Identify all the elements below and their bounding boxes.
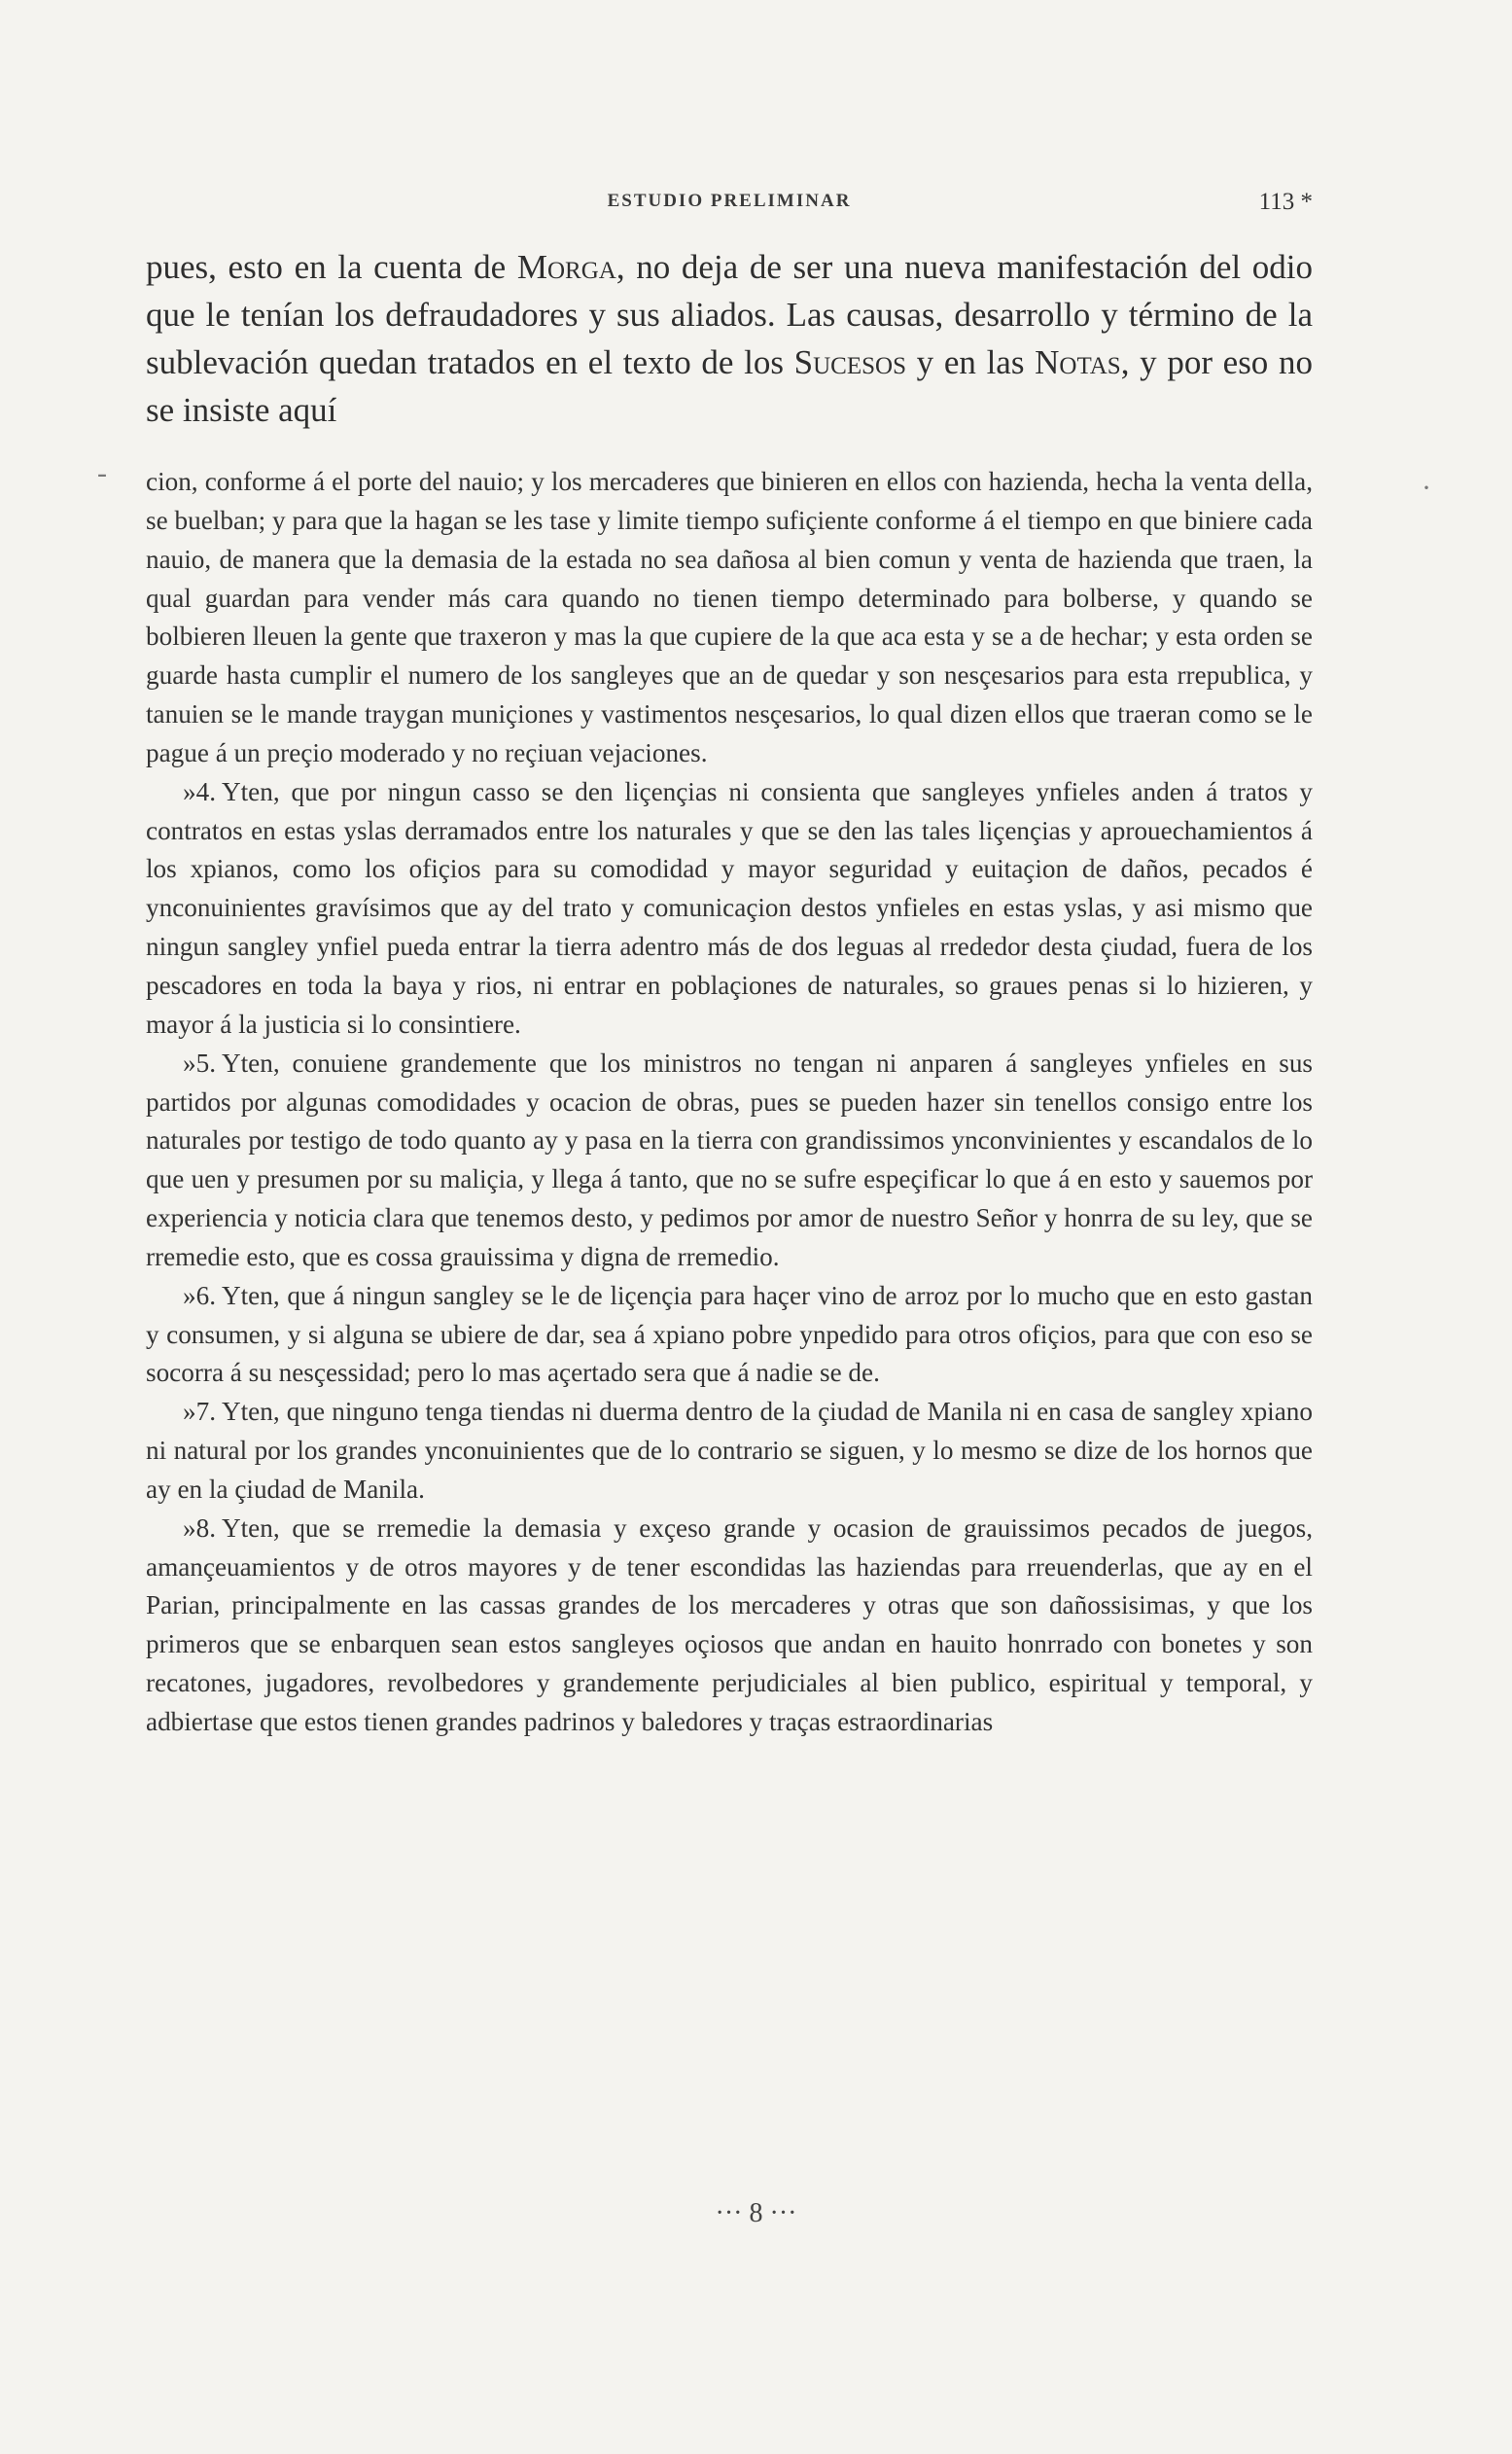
quote-item-6: »6. Yten, que á ningun sangley se le de liçençia para haçer vino de arroz por lo mucho que en esto gastan y consumen, y si alguna se ubiere de dar, sea á xpiano pobre ynpedido para otros ofiçios, para que con eso se socorra á su nesçessidad; pero lo mas açertado sera que á nadie se de. xyxy=(146,1280,1313,1388)
margin-dot: · xyxy=(1422,472,1431,504)
quote-item-8: »8. Yten, que se rremedie la demasia y exçeso grande y ocasion de grauissimos pecados de juegos, amançeuamientos y de otros mayores y de tener escondidas las haziendas para rreuenderlas, que ay en el Parian, principalmente en las cassas grandes de los mercaderes y otras que son dañossisimas, y que los primeros que se enbarquen sean estos sangleyes oçiosos que andan en hauito honrrado con bonetes y son recatones, jugadores, revolbedores y grandemente perjudiciales al bien publico, espiritual y temporal, y adbiertase que estos tienen grandes padrinos y baledores y traças estraordinarias xyxy=(146,1512,1313,1736)
margin-dash: - xyxy=(97,457,107,489)
work-title-sucesos: Sucesos xyxy=(793,343,906,381)
work-title-notas: Notas xyxy=(1035,343,1121,381)
quote-item-7: »7. Yten, que ninguno tenga tiendas ni duerma dentro de la çiudad de Manila ni en casa de sangley xpiano ni natural por los grandes ynconuinientes que de lo contrario se siguen, y lo mesmo se dize de los hornos que ay en la çiudad de Manila. xyxy=(146,1397,1313,1504)
quote-continuation: cion, conforme á el porte del nauio; y los mercaderes que binieren en ellos con hazienda, hecha la venta della, se buelban; y para que la hagan se les tase y limite tiempo sufiçiente conforme á el tiempo en que biniere cada nauio, de manera que la demasia de la estada no sea dañosa al bien comun y venta de hazienda que traen, la qual guardan para vender más cara quando no tienen tiempo determinado para bolberse, y quando se bolbieren lleuen la gente que traxeron y mas la que cupiere de la que aca esta y se a de hechar; y esta orden se guarde hasta cumplir el numero de los sangleyes que an de quedar y son nesçesarios para esta rrepublica, y tanuien se le mande traygan muniçiones y vastimentos nesçesarios, lo qual dizen ellos que traeran como se le pague á un preçio moderado y no reçiuan vejaciones. xyxy=(146,467,1313,767)
quoted-document xyxy=(146,463,1313,1742)
quote-item-4: »4. Yten, que por ningun casso se den liçençias ni consienta que sangleyes ynfieles anden á tratos y contratos en estas yslas derramados entre los naturales y que se den las tales liçençias y aprouechamientos á los xpianos, como los ofiçios para su comodidad y mayor seguridad y euitaçion de daños, pecados é ynconuinientes gravísimos que ay del trato y comunicaçion destos ynfieles en estas yslas, y asi mismo que ningun sangley ynfiel pueda entrar la tierra adentro más de dos leguas al rrededor desta çiudad, fuera de los pescadores en toda la baya y rios, ni entrar en poblaçiones de naturales, so graues penas si lo hizieren, y mayor á la justicia si lo consintiere. xyxy=(146,776,1313,1039)
running-head: ESTUDIO PRELIMINAR xyxy=(607,191,852,211)
page-number: 113 * xyxy=(1258,189,1313,215)
quote-item-5: »5. Yten, conuiene grandemente que los ministros no tengan ni anparen á sangleyes ynfieles en sus partidos por algunas comodidades y ocacion de obras, pues se pueden hazer sin tenellos consigo entre los naturales por testigo de todo quanto ay y pasa en la tierra con grandissimos ynconvinientes y escandalos de lo que uen y presumen por su maliçia, y llega á tanto, que no se sufre espeçificar lo que á en esto y sauemos por experiencia y noticia clara que tenemos desto, y pedimos por amor de nuestro Señor y honrra de su ley, que se rremedie esto, que es cossa grauissima y digna de rremedio. xyxy=(146,1048,1313,1271)
main-text xyxy=(146,243,1313,434)
signature-mark: ··· 8 ··· xyxy=(715,2198,797,2228)
author-name: Morga xyxy=(516,248,616,286)
main-paragraph: pues, esto en la cuenta de Morga, no deja de ser una nueva manifestación del odio que le tenían los defraudadores y sus aliados. Las causas, desarrollo y término de la sublevación quedan tratados en el texto de los Sucesos y en las Notas, y por eso no se insiste aquí xyxy=(146,248,1313,429)
page-header xyxy=(146,191,1313,222)
